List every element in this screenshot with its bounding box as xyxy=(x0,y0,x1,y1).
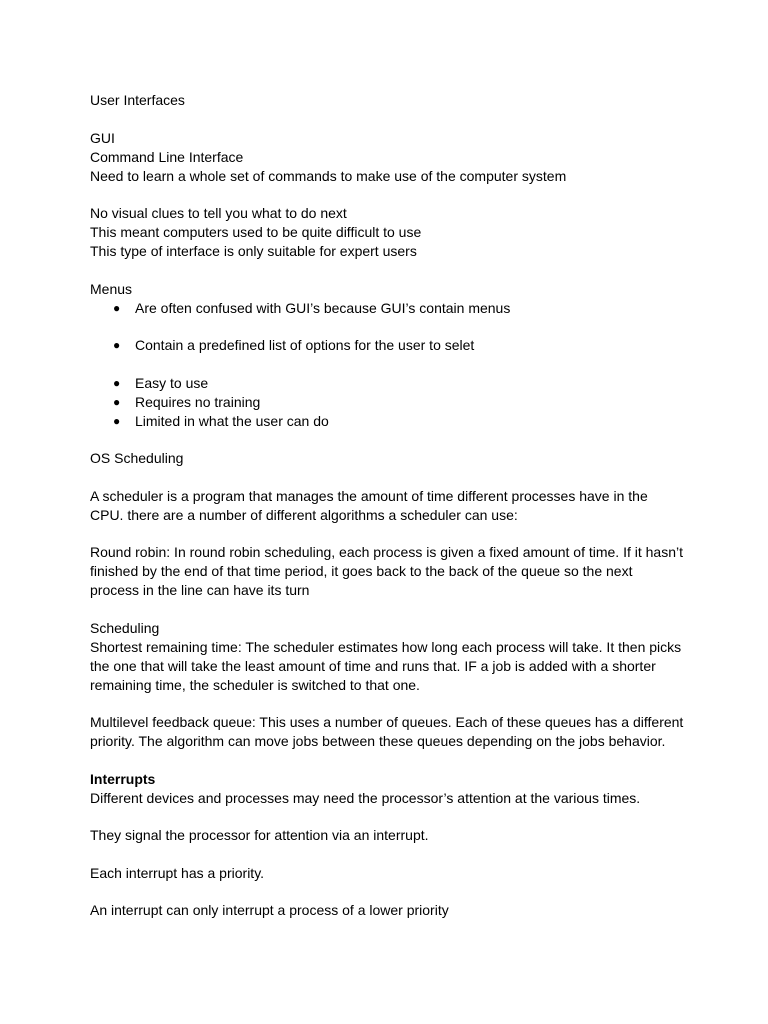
cli-note: This meant computers used to be quite difficult to use xyxy=(90,224,422,240)
blank-line xyxy=(90,695,690,714)
blank-line xyxy=(90,808,690,827)
menus-heading: Menus xyxy=(90,280,133,297)
scheduler-intro: A scheduler is a program that manages the amount of time different processes have in the CPU. there are a number of different algorithms a scheduler can use: xyxy=(90,487,648,523)
interrupts-heading: Interrupts xyxy=(90,770,156,787)
blank-line xyxy=(90,186,690,205)
bullet-icon: ● xyxy=(113,338,121,352)
gui-heading: GUI xyxy=(90,129,115,146)
list-item-text: Easy to use xyxy=(135,374,209,391)
list-item xyxy=(90,336,690,355)
list-item xyxy=(90,299,690,318)
interrupts-line: An interrupt can only interrupt a process of a lower priority xyxy=(90,902,449,918)
list-item xyxy=(90,393,690,412)
cli-note: No visual clues to tell you what to do next xyxy=(90,205,347,221)
cli-note: This type of interface is only suitable for expert users xyxy=(90,243,417,259)
scheduling-heading: Scheduling xyxy=(90,619,160,636)
bullet-icon: ● xyxy=(113,300,121,315)
document-page xyxy=(90,91,690,920)
menus-bullet-list-2 xyxy=(90,336,690,355)
interrupts-line: They signal the processor for attention via an interrupt. xyxy=(90,827,429,843)
blank-line xyxy=(90,468,690,487)
list-item xyxy=(90,412,690,431)
document-title: User Interfaces xyxy=(90,92,185,108)
blank-line xyxy=(90,600,690,619)
menus-bullet-list-1 xyxy=(90,299,690,318)
list-item xyxy=(90,374,690,393)
cli-description: Need to learn a whole set of commands to make use of the computer system xyxy=(90,167,567,184)
multilevel-paragraph: Multilevel feedback queue: This uses a number of queues. Each of these queues has a different priority. The algorithm can move jobs between these queues depending on the jobs behavior. xyxy=(90,714,684,749)
blank-line xyxy=(90,751,690,770)
list-item-text: Contain a predefined list of options for the user to selet xyxy=(135,337,475,353)
blank-line xyxy=(90,845,690,864)
blank-line xyxy=(90,110,690,129)
menus-bullet-list-3 xyxy=(90,374,690,431)
blank-line xyxy=(90,355,690,374)
os-scheduling-heading: OS Scheduling xyxy=(90,450,184,466)
blank-line xyxy=(90,431,690,450)
list-item-text: Requires no training xyxy=(135,393,261,410)
interrupts-line: Different devices and processes may need the processor’s attention at the various times. xyxy=(90,789,641,806)
blank-line xyxy=(90,525,690,544)
shortest-remaining-paragraph: Shortest remaining time: The scheduler estimates how long each process will take. It then picks the one that will take the least amount of time and runs that. IF a job is added with a shorter remaining time, the scheduler is switched to that one. xyxy=(90,638,682,693)
blank-line xyxy=(90,883,690,902)
blank-line xyxy=(90,318,690,337)
interrupts-line: Each interrupt has a priority. xyxy=(90,864,265,881)
cli-heading: Command Line Interface xyxy=(90,148,244,165)
bullet-icon: ● xyxy=(113,375,121,390)
bullet-icon: ● xyxy=(113,394,121,409)
list-item-text: Limited in what the user can do xyxy=(135,412,329,429)
list-item-text: Are often confused with GUI’s because GUI’s contain menus xyxy=(135,299,511,316)
round-robin-paragraph: Round robin: In round robin scheduling, each process is given a fixed amount of time. If it hasn’t finished by the end of that time period, it goes back to the back of the queue so the next process in the line can have its turn xyxy=(90,544,684,598)
blank-line xyxy=(90,261,690,280)
bullet-icon: ● xyxy=(113,413,121,428)
